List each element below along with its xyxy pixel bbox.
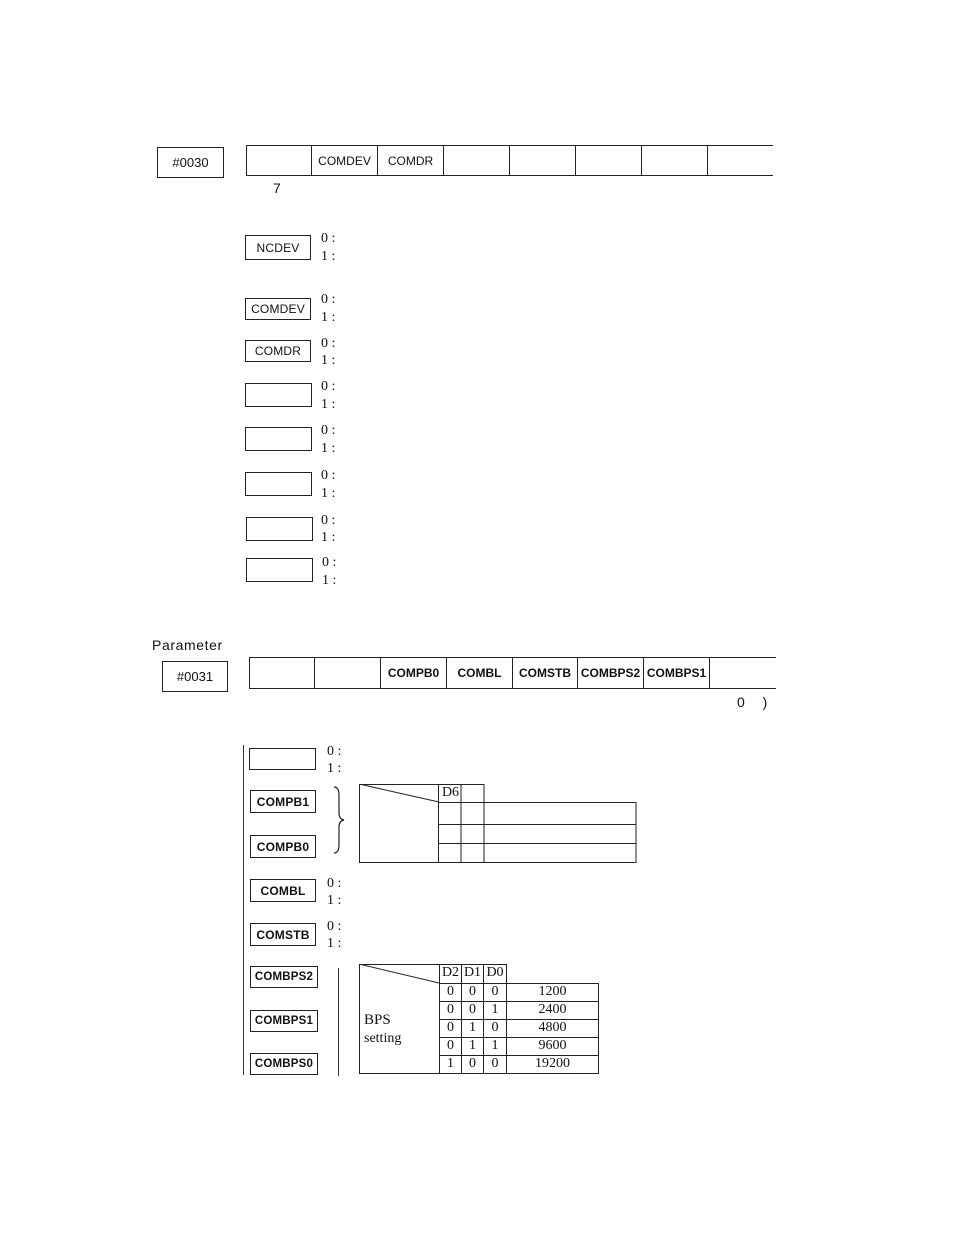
bit-3: COMSTB [513,658,578,688]
bps-value: 2400 [538,1002,567,1017]
bps-value: 1200 [538,984,567,999]
bit1-one: 1 : [321,530,336,545]
bps-cell: 0 [469,984,476,999]
bit4-zero: 0 : [321,379,336,394]
parameter-heading: Parameter [152,637,223,653]
bit7-zero: 0 : [327,744,342,759]
bit4-box [245,383,312,407]
bps-header-d1: D1 [463,965,482,980]
combl-zero: 0 : [327,876,342,891]
bps-cell: 0 [469,1056,476,1071]
compb1-box: COMPB1 [250,790,316,813]
bit-0 [710,658,776,688]
bit0-box [246,558,313,582]
bit-register-0030 [246,145,773,176]
bit4-one: 1 : [321,397,336,412]
bps-cell: 1 [469,1038,476,1053]
bps-header-d2: D2 [441,965,460,980]
bps-bracket-line [338,968,339,1076]
comstb-zero: 0 : [327,919,342,934]
bps-cell: 0 [447,1038,454,1053]
bps-cell: 0 [491,984,499,999]
bit7-box [249,748,316,770]
bit-4: COMBL [447,658,513,688]
parity-table [359,784,639,864]
bps-cell: 1 [469,1020,476,1035]
combl-one: 1 : [327,893,342,908]
bit2-box [245,472,312,496]
bps-value: 19200 [535,1056,570,1071]
comdr-one: 1 : [321,353,336,368]
bps-cell: 0 [491,1056,499,1071]
bps-header-d0: D0 [486,965,504,980]
bps-value: 9600 [538,1038,567,1053]
bit2-zero: 0 : [321,468,336,483]
bit0-zero: 0 : [322,555,337,570]
comstb-box: COMSTB [250,923,316,946]
param-number-label: #0031 [176,669,214,684]
bit-2: COMBPS2 [578,658,644,688]
bps-cell: 1 [447,1056,454,1071]
bit-4 [444,146,510,175]
bps-cell: 0 [447,1002,454,1017]
bps-table [359,964,601,1076]
param-number-label: #0030 [172,155,209,170]
bps-cell: 0 [491,1020,499,1035]
bit3-box [245,427,312,451]
bit-0 [708,146,773,175]
bps-row-label-2: setting [364,1031,402,1046]
bit1-box [246,517,313,541]
bit1-zero: 0 : [321,513,336,528]
bit-6: COMDEV [312,146,378,175]
comdev-zero: 0 : [321,292,336,307]
bit0-one: 1 : [322,573,337,588]
bps-cell: 0 [447,984,454,999]
bit7-one: 1 : [327,761,342,776]
bps-cell: 1 [491,1038,499,1053]
bit-5: COMDR [378,146,444,175]
bit3-one: 1 : [321,441,336,456]
bit2-one: 1 : [321,486,336,501]
combps2-box: COMBPS2 [250,966,318,988]
bit-6 [315,658,381,688]
ncdev-one: 1 : [321,249,336,264]
comdr-zero: 0 : [321,336,336,351]
bit-3 [510,146,576,175]
bps-row-label-1: BPS [364,1012,391,1028]
combl-box: COMBL [250,879,316,902]
compb0-box: COMPB0 [250,835,316,858]
combps1-box: COMBPS1 [250,1010,318,1032]
bit-register-0031 [249,657,776,689]
bit-2 [576,146,642,175]
bps-value: 4800 [538,1020,567,1035]
ncdev-box: NCDEV [245,235,311,260]
bit-7 [249,658,315,688]
bit-1 [642,146,708,175]
comstb-one: 1 : [327,936,342,951]
comdr-box: COMDR [245,340,311,362]
bps-cell: 1 [491,1002,499,1017]
bps-cell: 0 [469,1002,476,1017]
bit-7 [246,146,312,175]
combps0-box: COMBPS0 [250,1053,318,1075]
bit-5: COMPB0 [381,658,447,688]
bit-index-label: 7 [273,180,281,196]
bracket-line [243,745,244,1075]
param-number-0030 [157,147,224,178]
bit-1: COMBPS1 [644,658,710,688]
param-number-0031 [162,661,228,692]
comdev-box: COMDEV [245,298,311,320]
trailing-note: 0 ) [737,694,768,710]
parity-header-d6: D6 [441,785,460,800]
bps-cell: 0 [447,1020,454,1035]
ncdev-zero: 0 : [321,231,336,246]
brace-icon [330,785,350,855]
bit3-zero: 0 : [321,423,336,438]
comdev-one: 1 : [321,310,336,325]
